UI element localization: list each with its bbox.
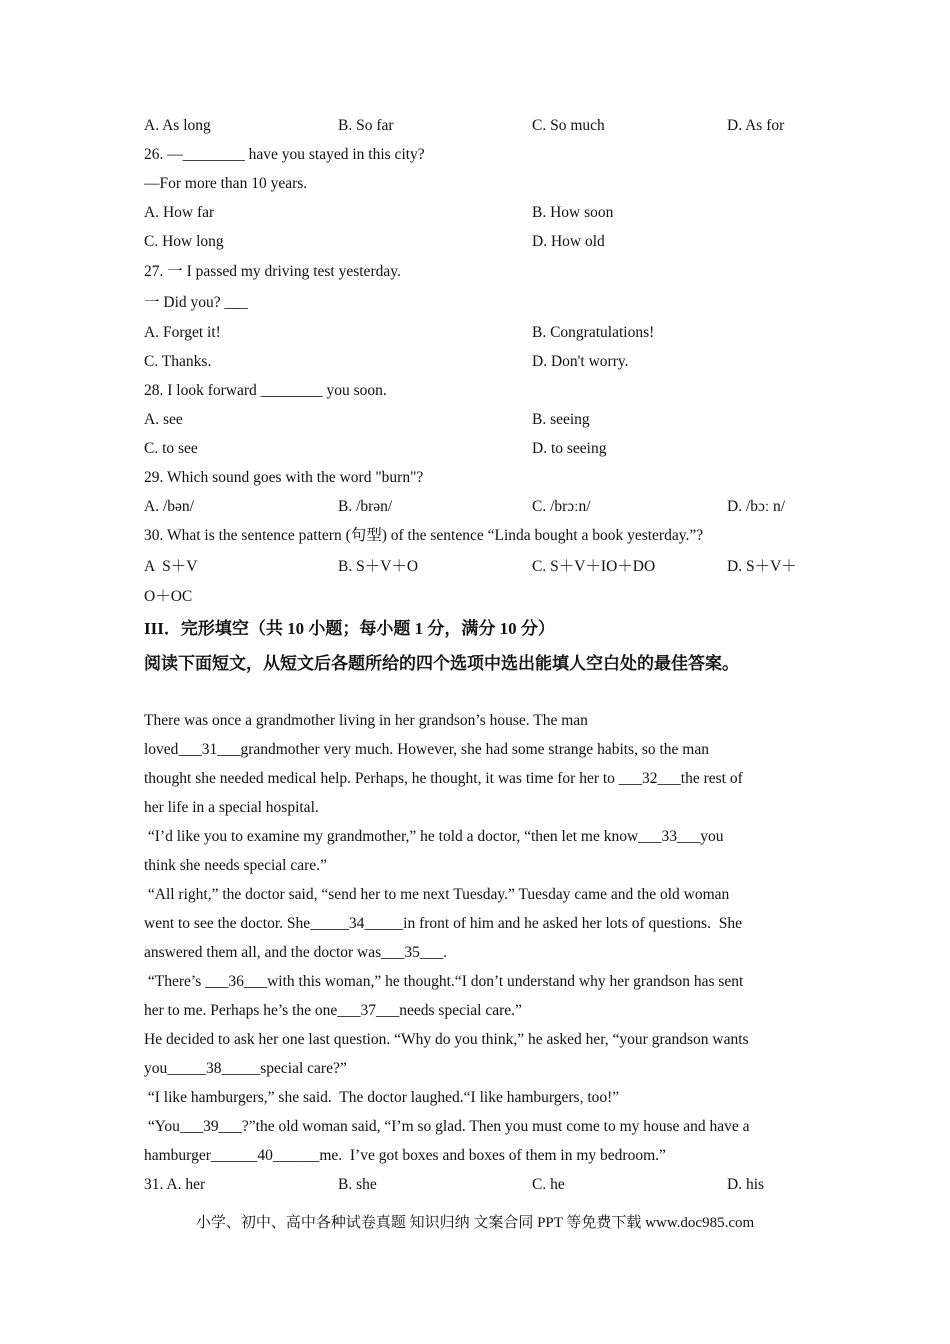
passage-line-10 — [144, 972, 743, 992]
q30-option-b: B. S＋V＋O — [338, 558, 419, 575]
q29-option-d: D. /bɔː n/ — [727, 498, 786, 515]
q25-option-d: D. As for — [727, 117, 785, 134]
q28-stem: 28. I look forward ________ you soon. — [144, 382, 387, 399]
q27-reply — [144, 293, 248, 313]
q28-option-d: D. to seeing — [532, 440, 607, 457]
passage-text: hamburger — [144, 1147, 211, 1164]
passage-line-13 — [144, 1059, 347, 1079]
q31-option-c: C. he — [532, 1176, 565, 1193]
blank-37: ___37___ — [337, 1002, 400, 1019]
passage-text: the rest of — [680, 770, 743, 787]
passage-text: loved — [144, 741, 179, 758]
q29-option-c: C. /brɔːn/ — [532, 498, 591, 515]
passage-text: grandmother very much. However, she had some strange habits, so the man — [240, 741, 709, 758]
blank-40: ______40______ — [210, 1147, 320, 1164]
q27-stem: 27. 一 I passed my driving test yesterday. — [144, 263, 401, 280]
q27-option-d: D. Don't worry. — [532, 353, 629, 370]
passage-line-2 — [144, 740, 709, 760]
q31-option-b: B. she — [338, 1176, 377, 1193]
passage-text: went to see the doctor. She — [144, 915, 311, 932]
passage-line-6: think she needs special care.” — [144, 857, 327, 874]
q27-option-c: C. Thanks. — [144, 353, 212, 370]
passage-text: thought she needed medical help. Perhaps, he thought, it was time for her to — [144, 770, 619, 787]
passage-text: you — [144, 1060, 168, 1077]
q28-option-a: A. see — [144, 411, 183, 428]
passage-text: “You — [144, 1118, 180, 1135]
q26-stem: 26. —________ have you stayed in this city? — [144, 146, 425, 163]
passage-text: answered them all, and the doctor was — [144, 944, 382, 961]
q29-stem: 29. Which sound goes with the word "burn"? — [144, 469, 424, 486]
passage-text: special care?” — [260, 1060, 347, 1077]
q30-stem: 30. What is the sentence pattern (句型) of the sentence “Linda bought a book yesterday.”? — [144, 527, 704, 544]
passage-line-1: There was once a grandmother living in her grandson’s house. The man — [144, 712, 588, 729]
q25-option-a: A. As long — [144, 117, 211, 134]
passage-line-4: her life in a special hospital. — [144, 799, 319, 816]
blank-34: _____34_____ — [310, 915, 404, 932]
q27-reply-text: 一 Did you? — [144, 294, 225, 311]
passage-line-5 — [144, 827, 723, 847]
q31-option-d: D. his — [727, 1176, 765, 1193]
q31-option-a: 31. A. her — [144, 1176, 206, 1193]
q27-option-b: B. Congratulations! — [532, 324, 655, 341]
passage-text: ?”the old woman said, “I’m so glad. Then you must come to my house and have a — [241, 1118, 750, 1135]
passage-line-11 — [144, 1001, 522, 1021]
passage-line-3 — [144, 769, 743, 789]
q29-option-b: B. /brən/ — [338, 498, 393, 515]
passage-text: in front of him and he asked her lots of questions. She — [403, 915, 742, 932]
blank-39: ___39___ — [179, 1118, 242, 1135]
q30-option-d: D. S＋V＋ — [727, 558, 797, 575]
q30-option-c: C. S＋V＋IO＋DO — [532, 558, 656, 575]
q27-option-a: A. Forget it! — [144, 324, 221, 341]
passage-line-14: “I like hamburgers,” she said. The doctor laughed.“I like hamburgers, too!” — [144, 1089, 620, 1106]
section-heading: III．完形填空（共 10 小题；每小题 1 分，满分 10 分） — [144, 619, 555, 638]
q30-option-a: A S＋V — [144, 558, 198, 575]
q26-option-c: C. How long — [144, 233, 224, 250]
q25-option-c: C. So much — [532, 117, 605, 134]
passage-line-9 — [144, 943, 447, 963]
passage-text: needs special care.” — [399, 1002, 522, 1019]
passage-text: her to me. Perhaps he’s the one — [144, 1002, 338, 1019]
passage-line-8 — [144, 914, 742, 934]
blank-32: ___32___ — [618, 770, 681, 787]
q28-option-b: B. seeing — [532, 411, 590, 428]
passage-line-15 — [144, 1117, 750, 1137]
blank-36: ___36___ — [205, 973, 268, 990]
passage-line-16 — [144, 1146, 666, 1166]
q27-blank: ___ — [224, 294, 248, 311]
q26-option-b: B. How soon — [532, 204, 614, 221]
q25-option-b: B. So far — [338, 117, 394, 134]
passage-text: you — [700, 828, 724, 845]
passage-text: me. I’ve got boxes and boxes of them in my bedroom.” — [319, 1147, 666, 1164]
passage-text: . — [443, 944, 448, 961]
passage-line-7: “All right,” the doctor said, “send her to me next Tuesday.” Tuesday came and the old woman — [144, 886, 730, 903]
q26-option-a: A. How far — [144, 204, 215, 221]
passage-text: with this woman,” he thought.“I don’t understand why her grandson has sent — [267, 973, 744, 990]
q26-option-d: D. How old — [532, 233, 605, 250]
q26-reply: —For more than 10 years. — [144, 175, 308, 192]
section-instruction: 阅读下面短文，从短文后各题所给的四个选项中选出能填人空白处的最佳答案。 — [144, 654, 739, 673]
passage-text: “There’s — [144, 973, 206, 990]
q28-option-c: C. to see — [144, 440, 198, 457]
page-footer: 小学、初中、高中各种试卷真题 知识归纳 文案合同 PPT 等免费下载 www.doc985.com — [195, 1215, 755, 1231]
passage-line-12: He decided to ask her one last question. “Why do you think,” he asked her, “your grandson wants — [144, 1031, 749, 1048]
blank-38: _____38_____ — [167, 1060, 261, 1077]
q30-option-d-wrap: O＋OC — [144, 588, 193, 605]
blank-33: ___33___ — [638, 828, 701, 845]
q29-option-a: A. /bən/ — [144, 498, 194, 515]
blank-31: ___31___ — [178, 741, 241, 758]
passage-text: “I’d like you to examine my grandmother,” he told a doctor, “then let me know — [144, 828, 639, 845]
blank-35: ___35___ — [381, 944, 444, 961]
